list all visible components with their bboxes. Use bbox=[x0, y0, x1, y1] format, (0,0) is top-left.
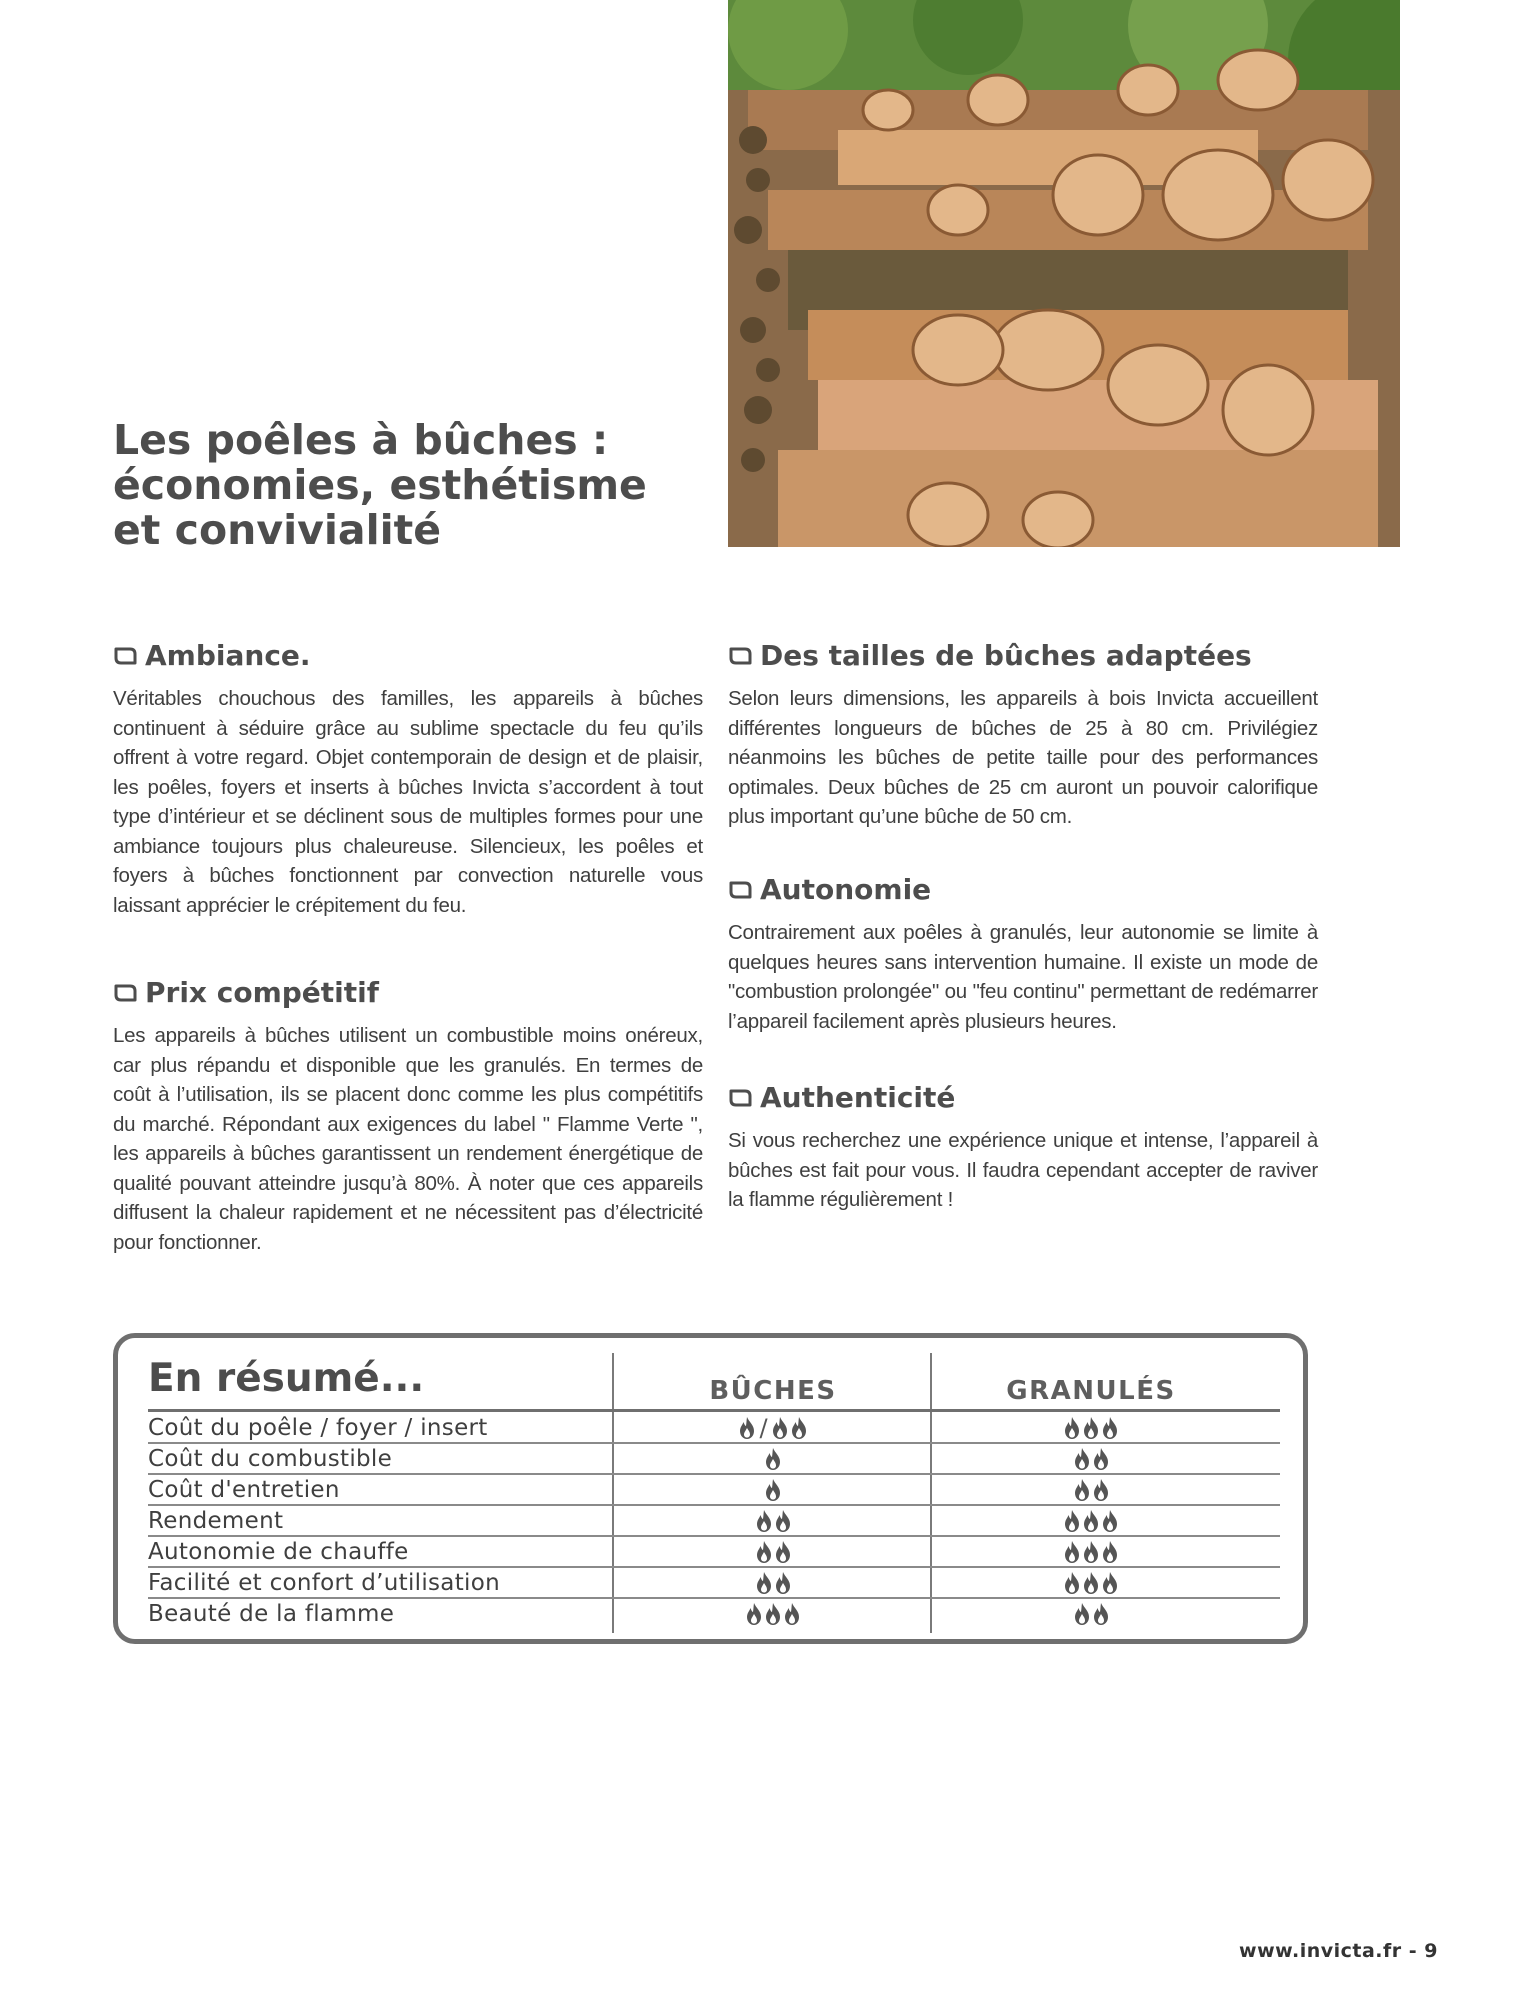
summary-row-label: Rendement bbox=[148, 1508, 284, 1534]
flame-icon bbox=[755, 1571, 773, 1595]
page-title-line-2: économies, esthétisme bbox=[113, 461, 647, 509]
section-title: Authenticité bbox=[760, 1081, 956, 1114]
granules-rating bbox=[931, 1568, 1251, 1598]
section-heading bbox=[728, 638, 1318, 674]
flame-icon bbox=[764, 1602, 782, 1626]
granules-rating bbox=[931, 1537, 1251, 1567]
summary-row-label: Coût du combustible bbox=[148, 1446, 393, 1472]
flame-icon bbox=[783, 1602, 801, 1626]
flame-icon bbox=[774, 1571, 792, 1595]
flame-icon bbox=[1101, 1509, 1119, 1533]
granules-rating bbox=[931, 1506, 1251, 1536]
flame-icon bbox=[1101, 1540, 1119, 1564]
buches-rating bbox=[613, 1475, 933, 1505]
buches-rating: / bbox=[613, 1413, 933, 1443]
flame-icon bbox=[1063, 1416, 1081, 1440]
section-text: Si vous recherchez une expérience unique et intense, l’appareil à bûches est fait pour vous. Il faudra cependant accepter de raviver la flamme régulièrement ! bbox=[728, 1129, 1318, 1211]
buches-rating bbox=[613, 1506, 933, 1536]
flame-icon bbox=[764, 1478, 782, 1502]
summary-row-label: Coût du poêle / foyer / insert bbox=[148, 1415, 488, 1441]
page-title-line-1: Les poêles à bûches : bbox=[113, 416, 609, 464]
buches-rating bbox=[613, 1537, 933, 1567]
section-prix bbox=[113, 975, 703, 1257]
column-header-buches: BÛCHES bbox=[709, 1376, 837, 1406]
granules-rating bbox=[931, 1444, 1251, 1474]
section-tailles bbox=[728, 638, 1318, 832]
firewood-photo bbox=[728, 0, 1400, 547]
granules-rating bbox=[931, 1599, 1251, 1629]
section-title: Des tailles de bûches adaptées bbox=[760, 639, 1252, 672]
flame-icon bbox=[755, 1540, 773, 1564]
summary-row-label: Autonomie de chauffe bbox=[148, 1539, 409, 1565]
section-title: Autonomie bbox=[760, 873, 932, 906]
summary-row-label: Coût d'entretien bbox=[148, 1477, 340, 1503]
stacked-firewood-photo bbox=[728, 0, 1400, 547]
flame-icon bbox=[1101, 1416, 1119, 1440]
flame-icon bbox=[1092, 1447, 1110, 1471]
summary-row-label: Facilité et confort d’utilisation bbox=[148, 1570, 500, 1596]
summary-title: En résumé... bbox=[148, 1356, 425, 1401]
section-text: Contrairement aux poêles à granulés, leur autonomie se limite à quelques heures sans intervention humaine. Il existe un mode de "combustion prolongée" ou "feu continu" permettant de redémarrer l’appareil facilement après plusieurs heures. bbox=[728, 921, 1318, 1033]
column-header-granules: GRANULÉS bbox=[1006, 1376, 1176, 1406]
flame-icon bbox=[1073, 1478, 1091, 1502]
flame-icon bbox=[774, 1509, 792, 1533]
flame-icon bbox=[790, 1416, 808, 1440]
flame-icon bbox=[1073, 1447, 1091, 1471]
flame-icon bbox=[755, 1509, 773, 1533]
section-title: Prix compétitif bbox=[145, 976, 379, 1009]
granules-rating bbox=[931, 1413, 1251, 1443]
section-text: Selon leurs dimensions, les appareils à bois Invicta accueillent différentes longueurs de bûches de 25 à 80 cm. Privilégiez néanmoins les bûches de petite taille pour des performances optimales. Deux bûches de 25 cm auront un pouvoir calorifique plus important qu’une bûche de 50 cm. bbox=[728, 687, 1318, 828]
buches-rating bbox=[613, 1568, 933, 1598]
summary-table bbox=[113, 1333, 1308, 1644]
flame-icon bbox=[1082, 1416, 1100, 1440]
flame-icon bbox=[1063, 1509, 1081, 1533]
speech-bubble-icon bbox=[728, 646, 754, 666]
page-footer: www.invicta.fr - 9 bbox=[1239, 1940, 1438, 1962]
header-rule bbox=[148, 1409, 1280, 1412]
section-text: Véritables chouchous des familles, les appareils à bûches continuent à séduire grâce au sublime spectacle du feu qu’ils offrent à votre regard. Objet contemporain de design et de plaisir, les poêles, foyers et inserts à bûches Invicta s’accordent à tout type d’intérieur et se déclinent sous de multiples formes pour une ambiance toujours plus chaleureuse. Silencieux, les poêles et foyers à bûches fonctionnent par convection naturelle vous laissant apprécier le crépitement du feu. bbox=[113, 687, 703, 917]
section-heading bbox=[728, 872, 1318, 908]
flame-icon bbox=[764, 1447, 782, 1471]
section-text: Les appareils à bûches utilisent un combustible moins onéreux, car plus répandu et disponible que les granulés. En termes de coût à l’utilisation, ils se placent donc comme les plus compétitifs du marché. Répondant aux exigences du label " Flamme Verte ", les appareils à bûches garantissent un rendement énergétique de qualité pouvant atteindre jusqu’à 80%. À noter que ces appareils diffusent la chaleur rapidement et ne nécessitent pas d’électricité pour fonctionner. bbox=[113, 1024, 703, 1254]
speech-bubble-icon bbox=[728, 880, 754, 900]
section-authenticite bbox=[728, 1080, 1318, 1215]
flame-icon bbox=[745, 1602, 763, 1626]
section-ambiance bbox=[113, 638, 703, 920]
granules-rating bbox=[931, 1475, 1251, 1505]
flame-icon bbox=[1082, 1540, 1100, 1564]
flame-icon bbox=[1092, 1602, 1110, 1626]
flame-icon bbox=[1073, 1602, 1091, 1626]
buches-rating bbox=[613, 1444, 933, 1474]
flame-icon bbox=[1063, 1571, 1081, 1595]
flame-icon bbox=[1092, 1478, 1110, 1502]
flame-icon bbox=[738, 1416, 756, 1440]
summary-row-label: Beauté de la flamme bbox=[148, 1601, 395, 1627]
flame-icon bbox=[1101, 1571, 1119, 1595]
speech-bubble-icon bbox=[113, 646, 139, 666]
page-title-line-3: et convivialité bbox=[113, 506, 442, 554]
section-heading bbox=[113, 975, 703, 1011]
buches-rating bbox=[613, 1599, 933, 1629]
flame-icon bbox=[771, 1416, 789, 1440]
speech-bubble-icon bbox=[113, 983, 139, 1003]
flame-icon bbox=[1082, 1571, 1100, 1595]
section-title: Ambiance. bbox=[145, 639, 311, 672]
section-autonomie bbox=[728, 872, 1318, 1036]
flame-icon bbox=[774, 1540, 792, 1564]
section-heading bbox=[728, 1080, 1318, 1116]
flame-icon bbox=[1082, 1509, 1100, 1533]
flame-icon bbox=[1063, 1540, 1081, 1564]
speech-bubble-icon bbox=[728, 1088, 754, 1108]
page-title bbox=[113, 418, 673, 553]
section-heading bbox=[113, 638, 703, 674]
